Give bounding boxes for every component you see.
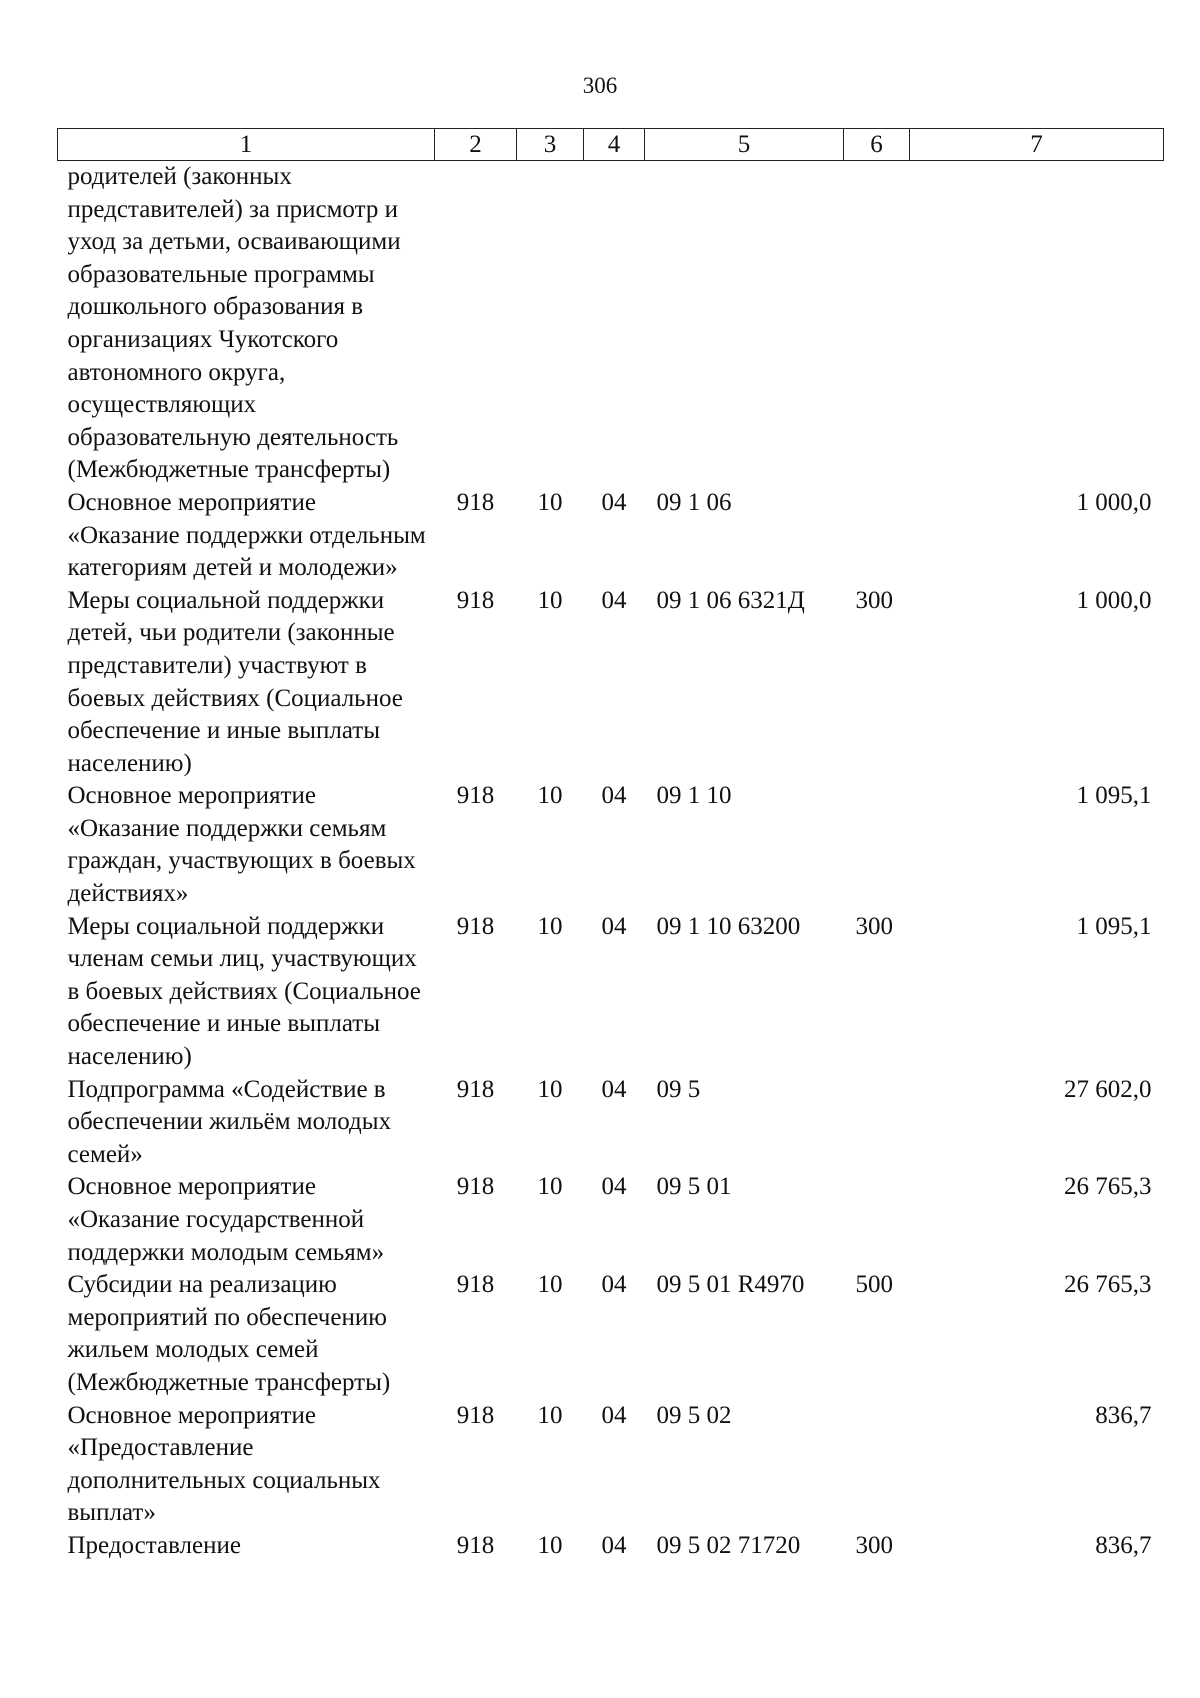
- row-amount: 26 765,3: [1064, 1173, 1152, 1201]
- row-expense-type: 500: [855, 1271, 893, 1299]
- row-ministry-code: 918: [456, 1531, 495, 1559]
- row-subsection: 04: [601, 1075, 627, 1103]
- header-row: [58, 129, 1164, 161]
- table-row: [58, 911, 1164, 1074]
- row-description: Основное мероприятие «Оказание поддержки семьям граждан, участвующих в боевых действиях»: [67, 782, 416, 908]
- row-section: [517, 161, 584, 487]
- row-section: 10: [537, 1173, 563, 1201]
- row-amount: 1 095,1: [1076, 912, 1152, 940]
- row-ministry-code: 918: [456, 1401, 495, 1429]
- table-row: [58, 161, 1164, 487]
- row-section: 10: [537, 782, 563, 810]
- row-amount: 1 000,0: [1076, 488, 1152, 516]
- row-section: 10: [537, 1271, 563, 1299]
- row-target-article: [645, 161, 844, 487]
- header-col-1: 1: [58, 129, 435, 161]
- row-amount: 1 095,1: [1076, 782, 1152, 810]
- row-description: Предоставление: [67, 1531, 241, 1559]
- row-description: Основное мероприятие «Оказание государственной поддержки молодым семьям»: [67, 1173, 385, 1266]
- row-target-article: 09 1 06: [656, 488, 732, 516]
- row-ministry-code: [435, 161, 517, 487]
- row-description: родителей (законных представителей) за присмотр и уход за детьми, осваивающими образовательные программы дошкольного образования в организациях Чукотского автономного округа, осуществляющих образовательную деятельность (Межбюджетные трансферты): [67, 163, 401, 484]
- row-expense-type: [844, 1400, 910, 1530]
- row-amount: 1 000,0: [1076, 586, 1152, 614]
- row-subsection: 04: [601, 586, 627, 614]
- table-row: [58, 585, 1164, 781]
- row-subsection: 04: [601, 1271, 627, 1299]
- table-row: [58, 1074, 1164, 1172]
- row-target-article: 09 1 10: [656, 782, 732, 810]
- row-expense-type: [844, 487, 910, 585]
- row-expense-type: [844, 1171, 910, 1269]
- row-amount: 26 765,3: [1064, 1271, 1152, 1299]
- table-row: [58, 1171, 1164, 1269]
- page-number: 306: [582, 73, 618, 98]
- row-subsection: 04: [601, 1401, 627, 1429]
- row-ministry-code: 918: [456, 1075, 495, 1103]
- row-expense-type: [844, 1074, 910, 1172]
- row-amount: 836,7: [1095, 1531, 1152, 1559]
- row-subsection: 04: [601, 1531, 627, 1559]
- row-amount: 27 602,0: [1064, 1075, 1152, 1103]
- row-expense-type: [844, 161, 910, 487]
- header-col-3: 3: [517, 129, 584, 161]
- row-expense-type: 300: [855, 1531, 893, 1559]
- row-subsection: [584, 161, 645, 487]
- row-target-article: 09 1 06 6321Д: [656, 586, 805, 614]
- row-amount: 836,7: [1095, 1401, 1152, 1429]
- row-ministry-code: 918: [456, 1271, 495, 1299]
- header-col-2: 2: [435, 129, 517, 161]
- row-amount: [910, 161, 1164, 487]
- row-subsection: 04: [601, 782, 627, 810]
- row-section: 10: [537, 912, 563, 940]
- row-expense-type: [844, 780, 910, 910]
- row-target-article: 09 1 10 63200: [656, 912, 801, 940]
- header-col-7: 7: [910, 129, 1164, 161]
- budget-table: [57, 128, 1164, 1563]
- row-target-article: 09 5 02: [656, 1401, 732, 1429]
- row-target-article: 09 5 01: [656, 1173, 732, 1201]
- row-subsection: 04: [601, 912, 627, 940]
- row-description: Меры социальной поддержки членам семьи лиц, участвующих в боевых действиях (Социальное обеспечение и иные выплаты населению): [67, 912, 421, 1071]
- row-target-article: 09 5 01 R4970: [656, 1271, 805, 1299]
- header-col-4: 4: [584, 129, 645, 161]
- row-ministry-code: 918: [456, 782, 495, 810]
- table-row: [58, 487, 1164, 585]
- row-subsection: 04: [601, 488, 627, 516]
- row-subsection: 04: [601, 1173, 627, 1201]
- row-description: Подпрограмма «Содействие в обеспечении жильём молодых семей»: [67, 1075, 392, 1168]
- table-body: [58, 161, 1164, 1563]
- table-row: [58, 780, 1164, 910]
- row-expense-type: 300: [855, 912, 893, 940]
- row-ministry-code: 918: [456, 488, 495, 516]
- row-section: 10: [537, 1075, 563, 1103]
- table-row: [58, 1269, 1164, 1399]
- header-col-6: 6: [844, 129, 910, 161]
- table-row: [58, 1400, 1164, 1530]
- header-col-5: 5: [645, 129, 844, 161]
- row-target-article: 09 5 02 71720: [656, 1531, 801, 1559]
- row-target-article: 09 5: [656, 1075, 701, 1103]
- row-ministry-code: 918: [456, 912, 495, 940]
- row-description: Основное мероприятие «Предоставление дополнительных социальных выплат»: [67, 1401, 381, 1527]
- row-description: Меры социальной поддержки детей, чьи родители (законные представители) участвуют в боевых действиях (Социальное обеспечение и иные выплаты населению): [67, 586, 403, 777]
- row-section: 10: [537, 1401, 563, 1429]
- row-section: 10: [537, 1531, 563, 1559]
- row-description: Субсидии на реализацию мероприятий по обеспечению жильем молодых семей (Межбюджетные трансферты): [67, 1271, 391, 1396]
- row-section: 10: [537, 586, 563, 614]
- row-ministry-code: 918: [456, 586, 495, 614]
- row-expense-type: 300: [855, 586, 893, 614]
- row-ministry-code: 918: [456, 1173, 495, 1201]
- table-header: [58, 129, 1164, 161]
- row-section: 10: [537, 488, 563, 516]
- table-row: [58, 1530, 1164, 1563]
- row-description: Основное мероприятие «Оказание поддержки отдельным категориям детей и молодежи»: [67, 488, 426, 582]
